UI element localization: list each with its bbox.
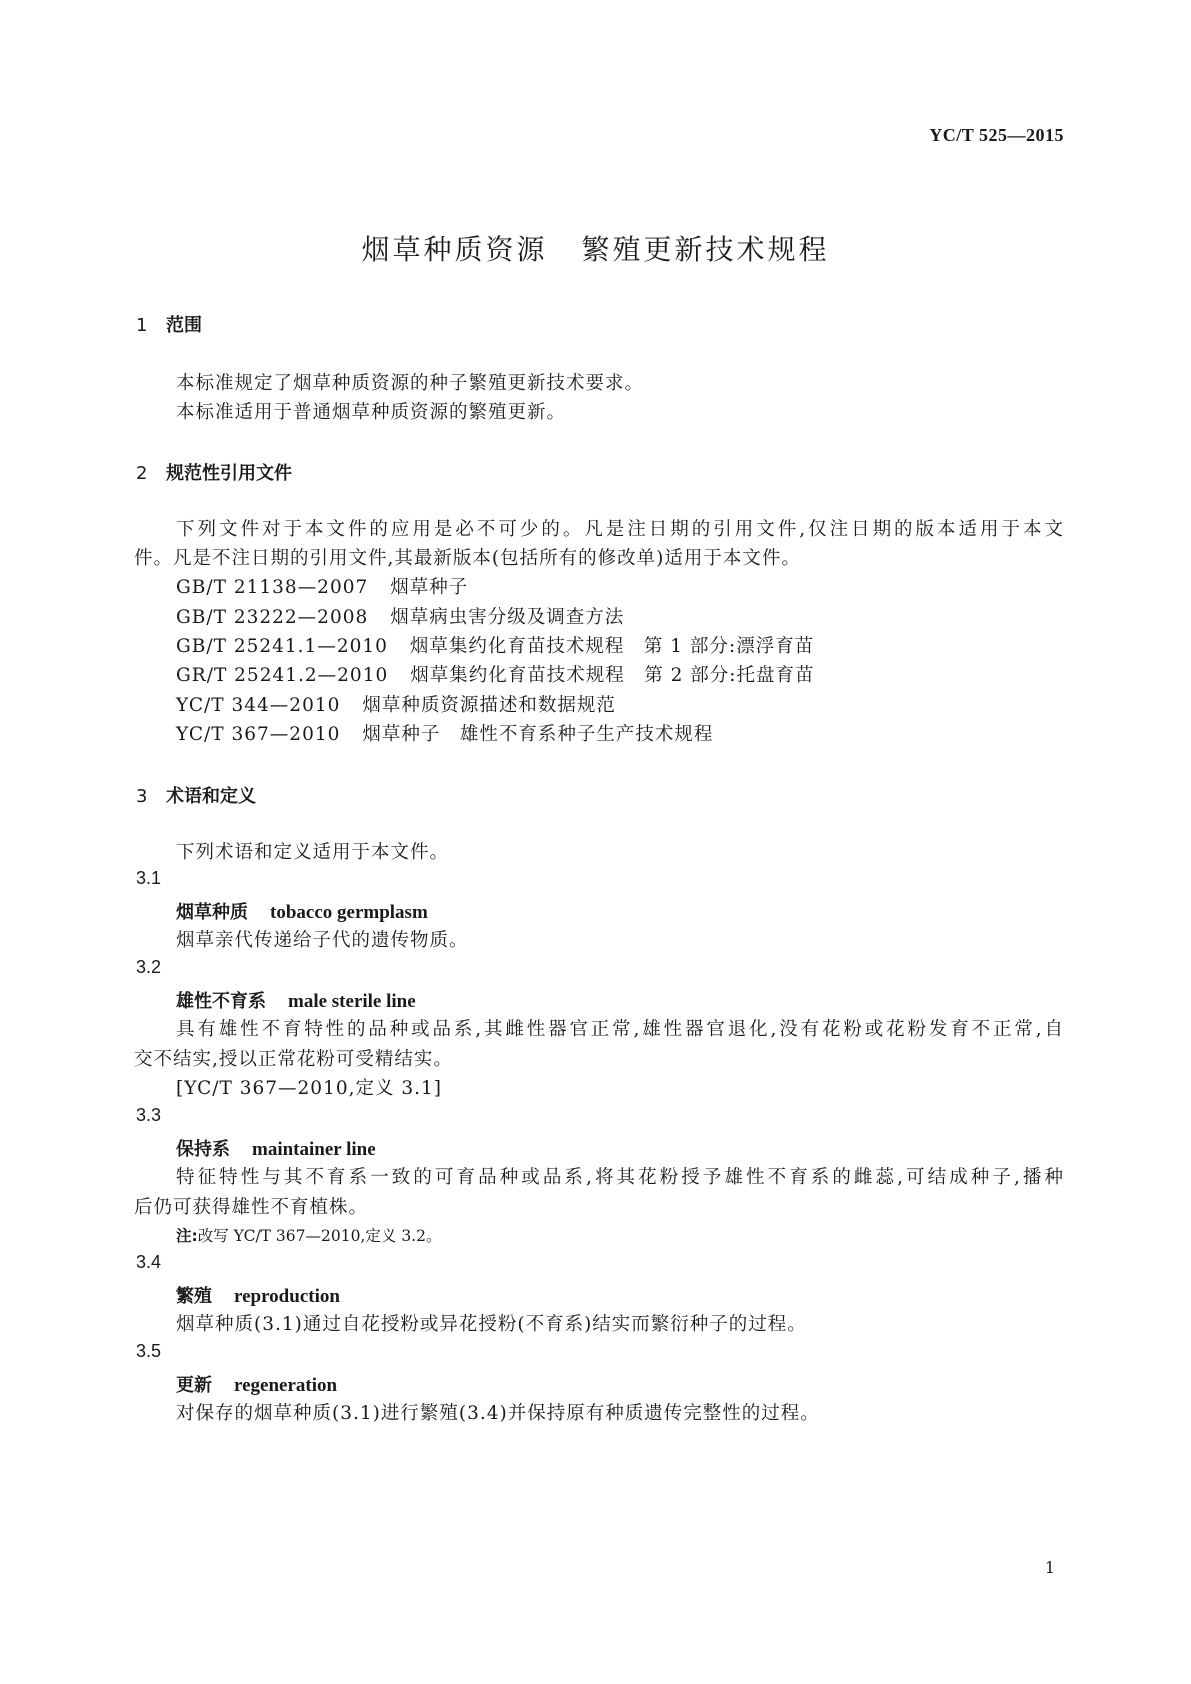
term-note <box>176 1224 441 1246</box>
section-2-heading <box>136 459 292 485</box>
reference-item <box>176 720 713 746</box>
term-chinese: 更新 <box>176 1375 212 1396</box>
page-title <box>0 228 1191 268</box>
term-definition: 具有雄性不育特性的品种或品系,其雌性器官正常,雄性器官退化,没有花粉或花粉发育不正常,自 <box>176 1019 1064 1040</box>
section-title: 规范性引用文件 <box>166 463 292 484</box>
term-definition: 对保存的烟草种质(3.1)进行繁殖(3.4)并保持原有种质遗传完整性的过程。 <box>176 1403 820 1424</box>
document-number: YC/T 525—2015 <box>929 125 1064 145</box>
paragraph: 下列文件对于本文件的应用是必不可少的。凡是注日期的引用文件,仅注日期的版本适用于本文 <box>176 519 1064 540</box>
page-number: 1 <box>1044 1558 1055 1577</box>
term-heading <box>176 1282 340 1308</box>
reference-title: 烟草集约化育苗技术规程 第 2 部分:托盘育苗 <box>410 665 815 686</box>
paragraph: 下列术语和定义适用于本文件。 <box>176 842 450 863</box>
section-number: 1 <box>136 315 148 336</box>
term-definition: 特征特性与其不育系一致的可育品种或品系,将其花粉授予雄性不育系的雌蕊,可结成种子,播种 <box>176 1167 1064 1188</box>
title-part-1: 烟草种质资源 <box>361 233 548 266</box>
term-number: 3.4 <box>136 1252 162 1272</box>
term-heading <box>176 898 428 924</box>
reference-item <box>176 661 815 687</box>
section-3-heading <box>136 782 256 808</box>
reference-code: YC/T 344—2010 <box>176 695 341 716</box>
term-number: 3.5 <box>136 1341 162 1361</box>
note-label: 注: <box>176 1227 198 1245</box>
reference-code: GB/T 23222—2008 <box>176 607 369 628</box>
term-number: 3.1 <box>136 868 162 888</box>
term-english: reproduction <box>234 1286 340 1307</box>
reference-title: 烟草集约化育苗技术规程 第 1 部分:漂浮育苗 <box>409 636 815 657</box>
term-heading <box>176 1371 337 1397</box>
term-definition: 烟草亲代传递给子代的遗传物质。 <box>176 930 469 951</box>
section-title: 术语和定义 <box>166 786 256 807</box>
paragraph: 件。凡是不注日期的引用文件,其最新版本(包括所有的修改单)适用于本文件。 <box>134 548 801 569</box>
reference-code: GB/T 25241.1—2010 <box>176 636 388 657</box>
term-heading <box>176 987 416 1013</box>
reference-title: 烟草种子 <box>390 577 469 598</box>
reference-title: 烟草病虫害分级及调查方法 <box>390 607 625 628</box>
section-1-heading <box>136 311 202 337</box>
term-english: regeneration <box>234 1375 338 1396</box>
reference-title: 烟草种子 雄性不育系种子生产技术规程 <box>362 724 714 745</box>
reference-item <box>176 632 814 658</box>
note-text: 改写 YC/T 367—2010,定义 3.2。 <box>197 1227 442 1245</box>
reference-code: YC/T 367—2010 <box>176 724 341 745</box>
term-english: tobacco germplasm <box>270 902 428 923</box>
reference-item <box>176 573 468 599</box>
term-chinese: 保持系 <box>176 1139 230 1160</box>
term-source: [YC/T 367—2010,定义 3.1] <box>176 1078 443 1099</box>
term-chinese: 雄性不育系 <box>176 991 266 1012</box>
section-title: 范围 <box>166 315 202 336</box>
term-chinese: 繁殖 <box>176 1286 212 1307</box>
title-part-2: 繁殖更新技术规程 <box>581 233 830 266</box>
section-number: 2 <box>136 463 148 484</box>
term-number: 3.3 <box>136 1105 162 1125</box>
paragraph: 本标准规定了烟草种质资源的种子繁殖更新技术要求。 <box>176 373 645 394</box>
term-definition: 烟草种质(3.1)通过自花授粉或异花授粉(不育系)结实而繁衍种子的过程。 <box>176 1314 807 1335</box>
term-number: 3.2 <box>136 957 162 977</box>
reference-code: GB/T 21138—2007 <box>176 577 369 598</box>
section-number: 3 <box>136 786 148 807</box>
term-heading <box>176 1135 376 1161</box>
term-english: maintainer line <box>252 1139 376 1160</box>
term-chinese: 烟草种质 <box>176 902 248 923</box>
reference-item <box>176 603 624 629</box>
term-definition: 交不结实,授以正常花粉可受精结实。 <box>134 1049 453 1070</box>
reference-code: GR/T 25241.2—2010 <box>176 665 389 686</box>
term-definition: 后仍可获得雄性不育植株。 <box>134 1197 369 1218</box>
reference-title: 烟草种质资源描述和数据规范 <box>362 695 616 716</box>
term-english: male sterile line <box>288 991 416 1012</box>
paragraph: 本标准适用于普通烟草种质资源的繁殖更新。 <box>176 402 567 423</box>
reference-item <box>176 691 616 717</box>
